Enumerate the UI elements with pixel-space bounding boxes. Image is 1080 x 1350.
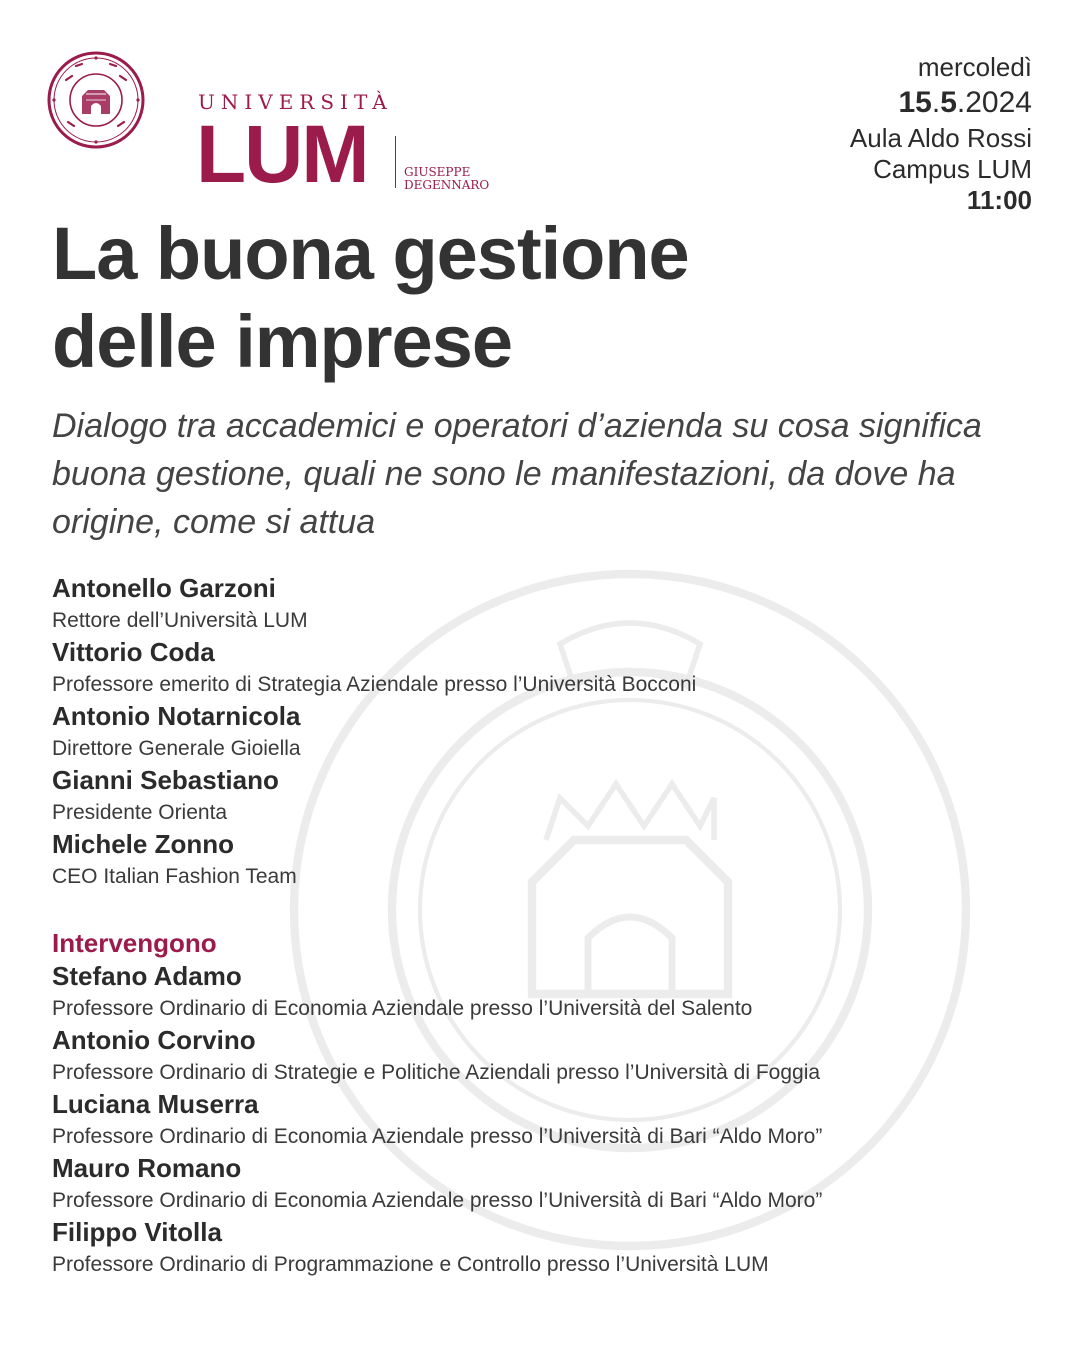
logo-separator (395, 136, 396, 188)
page-title (52, 210, 852, 386)
panelist-role: Professore Ordinario di Economia Aziendale presso l’Università di Bari “Aldo Moro” (52, 1125, 823, 1148)
logo-founder-name (404, 166, 489, 191)
panelist-name: Luciana Muserra (52, 1089, 259, 1119)
panelist-role: Professore Ordinario di Economia Aziendale presso l’Università di Bari “Aldo Moro” (52, 1189, 823, 1212)
panelist-role: Professore Ordinario di Economia Aziendale presso l’Università del Salento (52, 997, 753, 1020)
speaker-item (52, 700, 1042, 764)
panelist-item (52, 1216, 1042, 1280)
logo-founder-last: DEGENNARO (404, 177, 490, 192)
panelist-item (52, 960, 1042, 1024)
speaker-name: Michele Zonno (52, 829, 234, 859)
speaker-item (52, 572, 1042, 636)
panelist-role: Professore Ordinario di Strategie e Politiche Aziendali presso l’Università di Foggia (52, 1061, 821, 1084)
intervengono-heading: Intervengono (52, 928, 217, 958)
speaker-role: Professore emerito di Strategia Aziendale presso l’Università Bocconi (52, 673, 697, 696)
speakers-list (52, 572, 1042, 892)
panelist-item (52, 1024, 1042, 1088)
panelist-role: Professore Ordinario di Programmazione e Controllo presso l’Università LUM (52, 1253, 769, 1276)
speaker-name: Antonio Notarnicola (52, 701, 301, 731)
speaker-name: Vittorio Coda (52, 637, 215, 667)
speaker-item (52, 636, 1042, 700)
title-line-2: delle imprese (52, 300, 513, 383)
university-seal-icon (46, 50, 146, 150)
speaker-name: Antonello Garzoni (52, 573, 276, 603)
title-line-1: La buona gestione (52, 212, 689, 295)
logo-founder-first: GIUSEPPE (404, 165, 471, 179)
speaker-role: Rettore dell’Università LUM (52, 609, 308, 632)
logo-university-text: UNIVERSITÀ (198, 90, 393, 114)
panelist-name: Filippo Vitolla (52, 1217, 222, 1247)
panelist-item (52, 1152, 1042, 1216)
event-info (850, 52, 1032, 216)
event-date-year: 2024 (965, 86, 1032, 119)
logo-lum-wordmark: LUM (196, 109, 368, 200)
panelist-name: Antonio Corvino (52, 1025, 256, 1055)
page-subtitle: Dialogo tra accademici e operatori d’azienda su cosa significa buona gestione, quali ne sono le manifestazioni, da dove ha origine, come si attua (52, 407, 982, 541)
panelist-item (52, 1088, 1042, 1152)
event-date-day: 15 (898, 86, 932, 119)
event-weekday: mercoledì (917, 52, 1032, 82)
event-campus: Campus LUM (873, 154, 1032, 184)
speaker-item (52, 764, 1042, 828)
speaker-name: Gianni Sebastiano (52, 765, 279, 795)
panelist-name: Mauro Romano (52, 1153, 242, 1183)
event-date-month: 5 (940, 86, 957, 119)
speaker-role: CEO Italian Fashion Team (52, 865, 297, 888)
panelists-list (52, 926, 1042, 1280)
speaker-role: Presidente Orienta (52, 801, 228, 824)
panelist-name: Stefano Adamo (52, 961, 242, 991)
event-date: 15.5.2024 (898, 86, 1032, 119)
university-logo (46, 46, 490, 200)
event-time: 11:00 (966, 185, 1032, 215)
speaker-role: Direttore Generale Gioiella (52, 737, 301, 760)
event-room: Aula Aldo Rossi (849, 123, 1032, 153)
speaker-item (52, 828, 1042, 892)
